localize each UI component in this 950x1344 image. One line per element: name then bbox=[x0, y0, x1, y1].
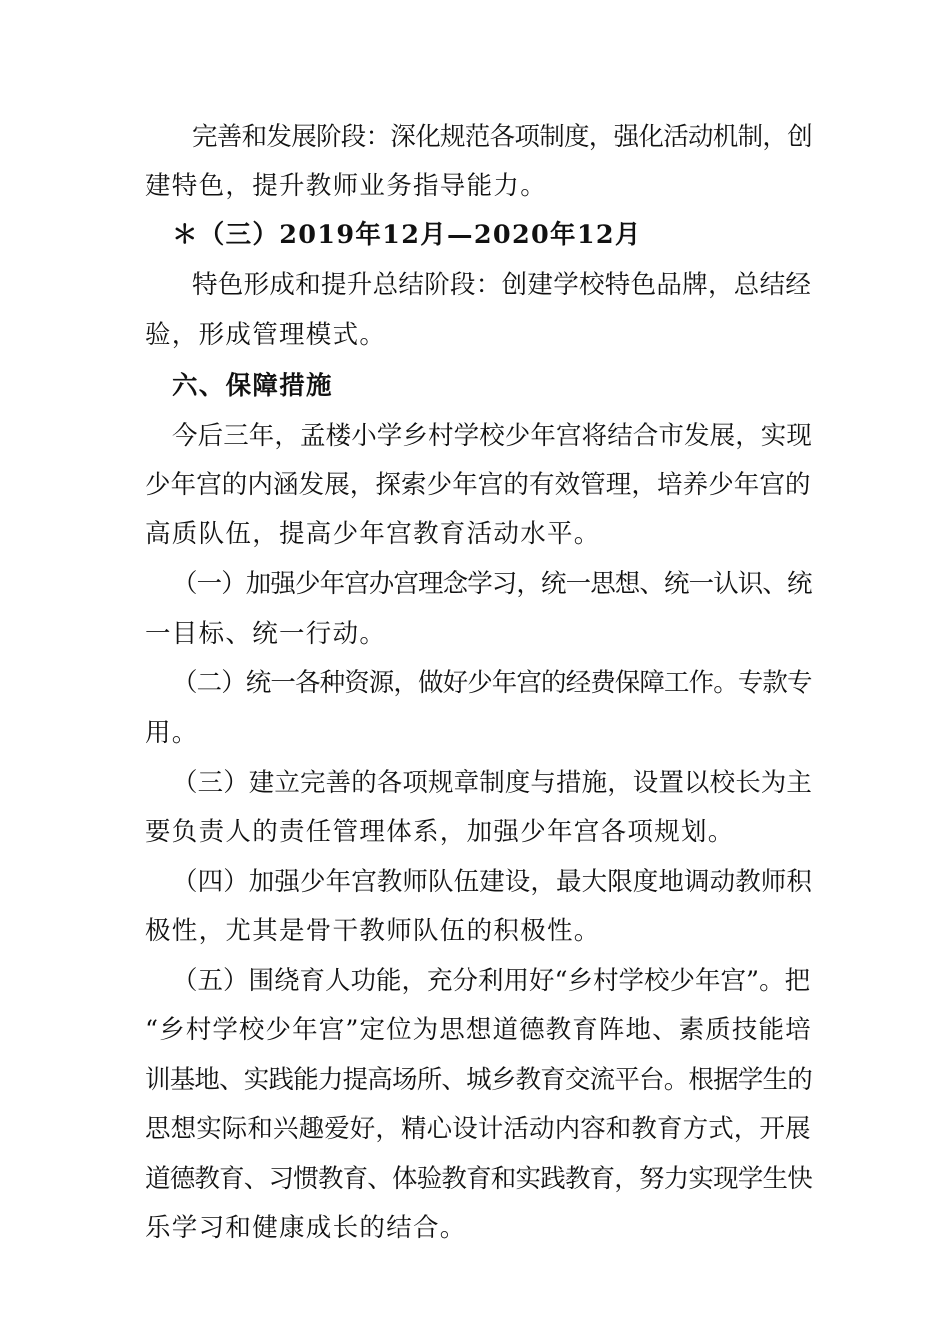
paragraph-line-6: 少年宫的内涵发展，探索少年宫的有效管理，培养少年宫的 bbox=[145, 470, 811, 500]
list-item-2-line-2: 用。 bbox=[145, 718, 199, 748]
list-item-1-line-1: （一）加强少年宫办宫理念学习，统一思想、统一认识、统 bbox=[172, 569, 812, 599]
list-item-5-line-4: 思想实际和兴趣爱好，精心设计活动内容和教育方式，开展 bbox=[145, 1114, 811, 1144]
paragraph-line-1: 完善和发展阶段：深化规范各项制度，强化活动机制，创 bbox=[192, 122, 813, 152]
list-item-5-line-6: 乐学习和健康成长的结合。 bbox=[145, 1213, 467, 1243]
list-item-5-line-2: “乡村学校少年宫”定位为思想道德教育阵地、素质技能培 bbox=[145, 1015, 812, 1045]
section-heading-guarantee-measures: 六、保障措施 bbox=[172, 371, 333, 401]
list-item-5-line-5: 道德教育、习惯教育、体验教育和实践教育，努力实现学生快 bbox=[145, 1164, 812, 1194]
list-item-5-line-1: （五）围绕育人功能，充分利用好“乡村学校少年宫”。把 bbox=[172, 966, 811, 996]
paragraph-line-4: 验，形成管理模式。 bbox=[145, 320, 387, 350]
list-item-3-line-1: （三）建立完善的各项规章制度与措施，设置以校长为主 bbox=[172, 768, 813, 798]
list-item-4-line-2: 极性，尤其是骨干教师队伍的积极性。 bbox=[145, 916, 601, 946]
list-item-5-line-3: 训基地、实践能力提高场所、城乡教育交流平台。根据学生的 bbox=[145, 1065, 812, 1095]
list-item-2-line-1: （二）统一各种资源，做好少年宫的经费保障工作。专款专 bbox=[172, 668, 812, 698]
paragraph-line-3: 特色形成和提升总结阶段：创建学校特色品牌，总结经 bbox=[192, 270, 812, 300]
paragraph-line-5: 今后三年，孟楼小学乡村学校少年宫将结合市发展，实现 bbox=[172, 421, 813, 451]
list-item-1-line-2: 一目标、统一行动。 bbox=[145, 619, 387, 649]
paragraph-line-2: 建特色，提升教师业务指导能力。 bbox=[145, 171, 548, 201]
section-heading-phase-3: ＊（三）2019年12月—2020年12月 bbox=[172, 220, 642, 250]
list-item-4-line-1: （四）加强少年宫教师队伍建设，最大限度地调动教师积 bbox=[172, 867, 813, 897]
list-item-3-line-2: 要负责人的责任管理体系，加强少年宫各项规划。 bbox=[145, 817, 735, 847]
paragraph-line-7: 高质队伍，提高少年宫教育活动水平。 bbox=[145, 519, 601, 549]
